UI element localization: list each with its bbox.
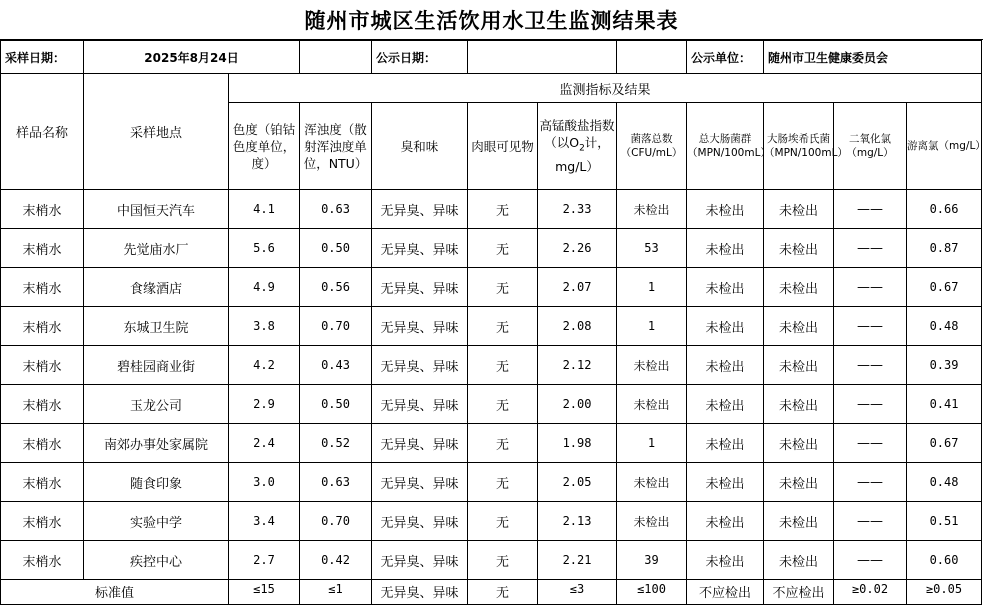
cell-clo2: —— xyxy=(834,346,907,385)
cell-coliform: 未检出 xyxy=(687,190,764,229)
col-turbidity: 浑浊度（散射浑浊度单位，NTU） xyxy=(300,103,372,190)
cell-color: 4.2 xyxy=(229,346,300,385)
cell-colony: 1 xyxy=(617,307,687,346)
cell-visible: 无 xyxy=(468,424,538,463)
cell-visible: 无 xyxy=(468,346,538,385)
cell-colony: 未检出 xyxy=(617,502,687,541)
cell-odor: 无异臭、异味 xyxy=(372,190,468,229)
col-location: 采样地点 xyxy=(84,74,229,190)
cell-kmno4: 2.05 xyxy=(538,463,617,502)
cell-visible: 无 xyxy=(468,268,538,307)
cell-location: 东城卫生院 xyxy=(84,307,229,346)
cell-sample-name: 末梢水 xyxy=(1,346,84,385)
cell-chlorine: 0.48 xyxy=(907,307,982,346)
cell-sample-name: 末梢水 xyxy=(1,424,84,463)
standard-chlorine: ≥0.05 xyxy=(907,580,982,605)
cell-color: 5.6 xyxy=(229,229,300,268)
standard-row xyxy=(1,580,982,605)
cell-ecoli: 未检出 xyxy=(764,502,834,541)
cell-chlorine: 0.87 xyxy=(907,229,982,268)
table-row xyxy=(1,463,982,502)
cell-chlorine: 0.48 xyxy=(907,463,982,502)
standard-coliform: 不应检出 xyxy=(687,580,764,605)
cell-odor: 无异臭、异味 xyxy=(372,268,468,307)
table-row xyxy=(1,385,982,424)
cell-visible: 无 xyxy=(468,190,538,229)
cell-turbidity: 0.56 xyxy=(300,268,372,307)
cell-visible: 无 xyxy=(468,541,538,580)
standard-odor: 无异臭、异味 xyxy=(372,580,468,605)
cell-coliform: 未检出 xyxy=(687,385,764,424)
cell-sample-name: 末梢水 xyxy=(1,541,84,580)
cell-turbidity: 0.43 xyxy=(300,346,372,385)
group-header-row xyxy=(1,74,982,103)
col-odor: 臭和味 xyxy=(372,103,468,190)
col-visible: 肉眼可见物 xyxy=(468,103,538,190)
sample-date-value: 2025年8月24日 xyxy=(84,41,300,74)
cell-ecoli: 未检出 xyxy=(764,268,834,307)
cell-chlorine: 0.67 xyxy=(907,268,982,307)
standard-label: 标准值 xyxy=(1,580,229,605)
standard-color: ≤15 xyxy=(229,580,300,605)
cell-kmno4: 2.33 xyxy=(538,190,617,229)
cell-turbidity: 0.50 xyxy=(300,229,372,268)
cell-location: 疾控中心 xyxy=(84,541,229,580)
col-sample-name: 样品名称 xyxy=(1,74,84,190)
cell-kmno4: 2.07 xyxy=(538,268,617,307)
sample-date-label: 采样日期： xyxy=(1,41,84,74)
cell-clo2: —— xyxy=(834,229,907,268)
cell-turbidity: 0.63 xyxy=(300,463,372,502)
cell-kmno4: 2.26 xyxy=(538,229,617,268)
cell-chlorine: 0.41 xyxy=(907,385,982,424)
table-row xyxy=(1,307,982,346)
cell-colony: 1 xyxy=(617,268,687,307)
cell-odor: 无异臭、异味 xyxy=(372,229,468,268)
cell-clo2: —— xyxy=(834,307,907,346)
cell-coliform: 未检出 xyxy=(687,229,764,268)
cell-clo2: —— xyxy=(834,541,907,580)
standard-visible: 无 xyxy=(468,580,538,605)
cell-colony: 未检出 xyxy=(617,463,687,502)
cell-sample-name: 末梢水 xyxy=(1,190,84,229)
cell-ecoli: 未检出 xyxy=(764,346,834,385)
cell-turbidity: 0.70 xyxy=(300,502,372,541)
standard-colony: ≤100 xyxy=(617,580,687,605)
cell-color: 2.9 xyxy=(229,385,300,424)
cell-ecoli: 未检出 xyxy=(764,190,834,229)
header-row xyxy=(1,41,982,74)
standard-clo2: ≥0.02 xyxy=(834,580,907,605)
cell-visible: 无 xyxy=(468,385,538,424)
cell-chlorine: 0.39 xyxy=(907,346,982,385)
col-chlorine: 游离氯（mg/L） xyxy=(907,103,982,190)
cell-turbidity: 0.42 xyxy=(300,541,372,580)
col-ecoli: 大肠埃希氏菌（MPN/100mL） xyxy=(764,103,834,190)
cell-coliform: 未检出 xyxy=(687,268,764,307)
cell-colony: 未检出 xyxy=(617,385,687,424)
cell-odor: 无异臭、异味 xyxy=(372,424,468,463)
cell-color: 2.4 xyxy=(229,424,300,463)
cell-colony: 未检出 xyxy=(617,190,687,229)
standard-ecoli: 不应检出 xyxy=(764,580,834,605)
cell-kmno4: 1.98 xyxy=(538,424,617,463)
cell-coliform: 未检出 xyxy=(687,307,764,346)
table-row xyxy=(1,229,982,268)
cell-clo2: —— xyxy=(834,424,907,463)
cell-sample-name: 末梢水 xyxy=(1,385,84,424)
col-coliform: 总大肠菌群（MPN/100mL） xyxy=(687,103,764,190)
col-clo2: 二氧化氯（mg/L） xyxy=(834,103,907,190)
cell-color: 3.0 xyxy=(229,463,300,502)
empty-cell xyxy=(300,41,372,74)
cell-chlorine: 0.67 xyxy=(907,424,982,463)
cell-coliform: 未检出 xyxy=(687,424,764,463)
cell-turbidity: 0.50 xyxy=(300,385,372,424)
table-row xyxy=(1,268,982,307)
cell-sample-name: 末梢水 xyxy=(1,307,84,346)
cell-coliform: 未检出 xyxy=(687,346,764,385)
cell-location: 南郊办事处家属院 xyxy=(84,424,229,463)
cell-ecoli: 未检出 xyxy=(764,463,834,502)
cell-clo2: —— xyxy=(834,385,907,424)
empty-cell xyxy=(617,41,687,74)
cell-chlorine: 0.60 xyxy=(907,541,982,580)
cell-kmno4: 2.13 xyxy=(538,502,617,541)
publish-date-label: 公示日期： xyxy=(372,41,468,74)
table-row xyxy=(1,541,982,580)
page-title: 随州市城区生活饮用水卫生监测结果表 xyxy=(0,0,983,40)
cell-sample-name: 末梢水 xyxy=(1,502,84,541)
cell-kmno4: 2.12 xyxy=(538,346,617,385)
cell-clo2: —— xyxy=(834,190,907,229)
cell-colony: 53 xyxy=(617,229,687,268)
publish-date-value xyxy=(468,41,617,74)
cell-chlorine: 0.66 xyxy=(907,190,982,229)
cell-sample-name: 末梢水 xyxy=(1,268,84,307)
cell-location: 随食印象 xyxy=(84,463,229,502)
cell-ecoli: 未检出 xyxy=(764,307,834,346)
col-color: 色度（铂钴色度单位，度） xyxy=(229,103,300,190)
cell-coliform: 未检出 xyxy=(687,541,764,580)
cell-clo2: —— xyxy=(834,463,907,502)
cell-ecoli: 未检出 xyxy=(764,229,834,268)
cell-location: 中国恒天汽车 xyxy=(84,190,229,229)
table-row xyxy=(1,502,982,541)
cell-odor: 无异臭、异味 xyxy=(372,541,468,580)
cell-color: 4.1 xyxy=(229,190,300,229)
cell-odor: 无异臭、异味 xyxy=(372,307,468,346)
cell-color: 4.9 xyxy=(229,268,300,307)
cell-colony: 39 xyxy=(617,541,687,580)
publish-unit-label: 公示单位： xyxy=(687,41,764,74)
cell-odor: 无异臭、异味 xyxy=(372,463,468,502)
cell-location: 食缘酒店 xyxy=(84,268,229,307)
table-row xyxy=(1,424,982,463)
cell-coliform: 未检出 xyxy=(687,502,764,541)
publish-unit-value: 随州市卫生健康委员会 xyxy=(764,41,982,74)
cell-coliform: 未检出 xyxy=(687,463,764,502)
cell-location: 碧桂园商业街 xyxy=(84,346,229,385)
standard-turbidity: ≤1 xyxy=(300,580,372,605)
cell-colony: 1 xyxy=(617,424,687,463)
cell-visible: 无 xyxy=(468,502,538,541)
results-table xyxy=(0,40,986,605)
cell-odor: 无异臭、异味 xyxy=(372,346,468,385)
table-row xyxy=(1,346,982,385)
cell-turbidity: 0.52 xyxy=(300,424,372,463)
cell-visible: 无 xyxy=(468,229,538,268)
cell-chlorine: 0.51 xyxy=(907,502,982,541)
cell-color: 3.8 xyxy=(229,307,300,346)
cell-location: 先觉庙水厂 xyxy=(84,229,229,268)
cell-visible: 无 xyxy=(468,463,538,502)
table-row xyxy=(1,190,982,229)
cell-color: 3.4 xyxy=(229,502,300,541)
group-header: 监测指标及结果 xyxy=(229,74,982,103)
cell-kmno4: 2.00 xyxy=(538,385,617,424)
cell-ecoli: 未检出 xyxy=(764,424,834,463)
cell-odor: 无异臭、异味 xyxy=(372,502,468,541)
cell-kmno4: 2.08 xyxy=(538,307,617,346)
cell-location: 实验中学 xyxy=(84,502,229,541)
cell-kmno4: 2.21 xyxy=(538,541,617,580)
cell-clo2: —— xyxy=(834,268,907,307)
cell-visible: 无 xyxy=(468,307,538,346)
cell-clo2: —— xyxy=(834,502,907,541)
standard-kmno4: ≤3 xyxy=(538,580,617,605)
cell-sample-name: 末梢水 xyxy=(1,229,84,268)
cell-turbidity: 0.63 xyxy=(300,190,372,229)
col-kmno4: 高锰酸盐指数（以$O_2$计，mg/L） xyxy=(538,103,617,190)
cell-color: 2.7 xyxy=(229,541,300,580)
cell-sample-name: 末梢水 xyxy=(1,463,84,502)
col-colony: 菌落总数（CFU/mL） xyxy=(617,103,687,190)
cell-ecoli: 未检出 xyxy=(764,541,834,580)
cell-colony: 未检出 xyxy=(617,346,687,385)
cell-odor: 无异臭、异味 xyxy=(372,385,468,424)
cell-ecoli: 未检出 xyxy=(764,385,834,424)
cell-location: 玉龙公司 xyxy=(84,385,229,424)
cell-turbidity: 0.70 xyxy=(300,307,372,346)
